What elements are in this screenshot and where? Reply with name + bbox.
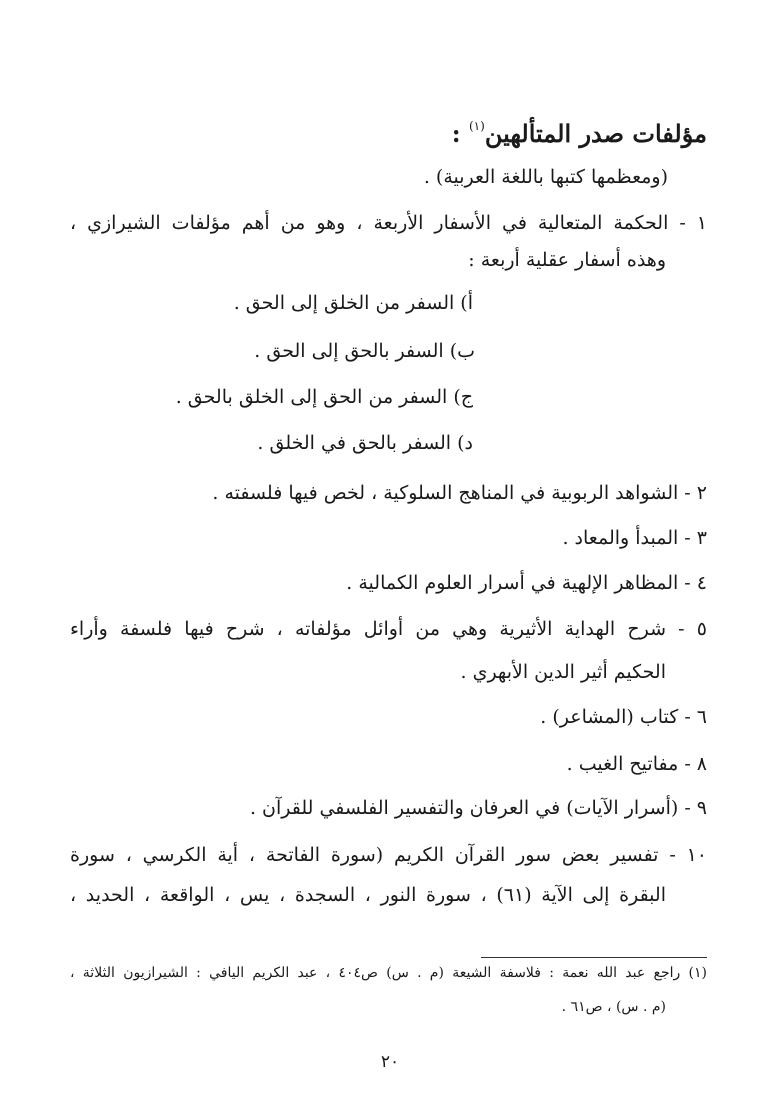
section-title-text: مؤلفات صدر المتألهين — [484, 119, 707, 148]
item-10-line-1: ١٠ - تفسير بعض سور القرآن الكريم (سورة الفاتحة ، أية الكرسي ، سورة — [70, 844, 707, 866]
item-9: ٩ - (أسرار الآيات) في العرفان والتفسير الفلسفي للقرآن . — [249, 797, 707, 819]
section-title-colon: : — [451, 119, 461, 148]
item-5-line-2: الحكيم أثير الدين الأبهري . — [460, 661, 666, 683]
footnote-marker: (١) — [468, 119, 485, 133]
sub-item-c: ج) السفر من الحق إلى الخلق بالحق . — [175, 386, 473, 408]
item-2: ٢ - الشواهد الربوبية في المناهج السلوكية ، لخص فيها فلسفته . — [212, 482, 707, 504]
sub-item-a: أ) السفر من الخلق إلى الحق . — [233, 292, 473, 314]
footnote-line-1: (١) راجع عبد الله نعمة : فلاسفة الشيعة (م . س) ص٤٠٤ ، عبد الكريم اليافي : الشيرازيون الثلاثة ، — [70, 965, 707, 981]
item-6: ٦ - كتاب (المشاعر) . — [540, 706, 707, 728]
item-5-line-1: ٥ - شرح الهداية الأثيرية وهي من أوائل مؤلفاته ، شرح فيها فلسفة وأراء — [70, 618, 707, 640]
sub-item-b: ب) السفر بالحق إلى الحق . — [254, 340, 475, 362]
sub-item-d: د) السفر بالحق في الخلق . — [257, 432, 473, 454]
intro-line: (ومعظمها كتبها باللغة العربية) . — [423, 166, 668, 188]
footnote-divider — [481, 957, 707, 958]
footnote-line-2: (م . س) ، ص٦١ . — [561, 999, 666, 1015]
item-4: ٤ - المظاهر الإلهية في أسرار العلوم الكمالية . — [346, 572, 707, 594]
item-10-line-2: البقرة إلى الآية (٦١) ، سورة النور ، السجدة ، يس ، الواقعة ، الحديد ، — [70, 884, 666, 906]
page-number: ٢٠ — [380, 1052, 400, 1072]
item-1-line-2: وهذه أسفار عقلية أربعة : — [468, 249, 666, 271]
item-1-line-1: ١ - الحكمة المتعالية في الأسفار الأربعة ، وهو من أهم مؤلفات الشيرازي ، — [70, 212, 707, 234]
item-3: ٣ - المبدأ والمعاد . — [562, 527, 707, 549]
item-8: ٨ - مفاتيح الغيب . — [566, 753, 707, 775]
section-title — [452, 108, 707, 152]
